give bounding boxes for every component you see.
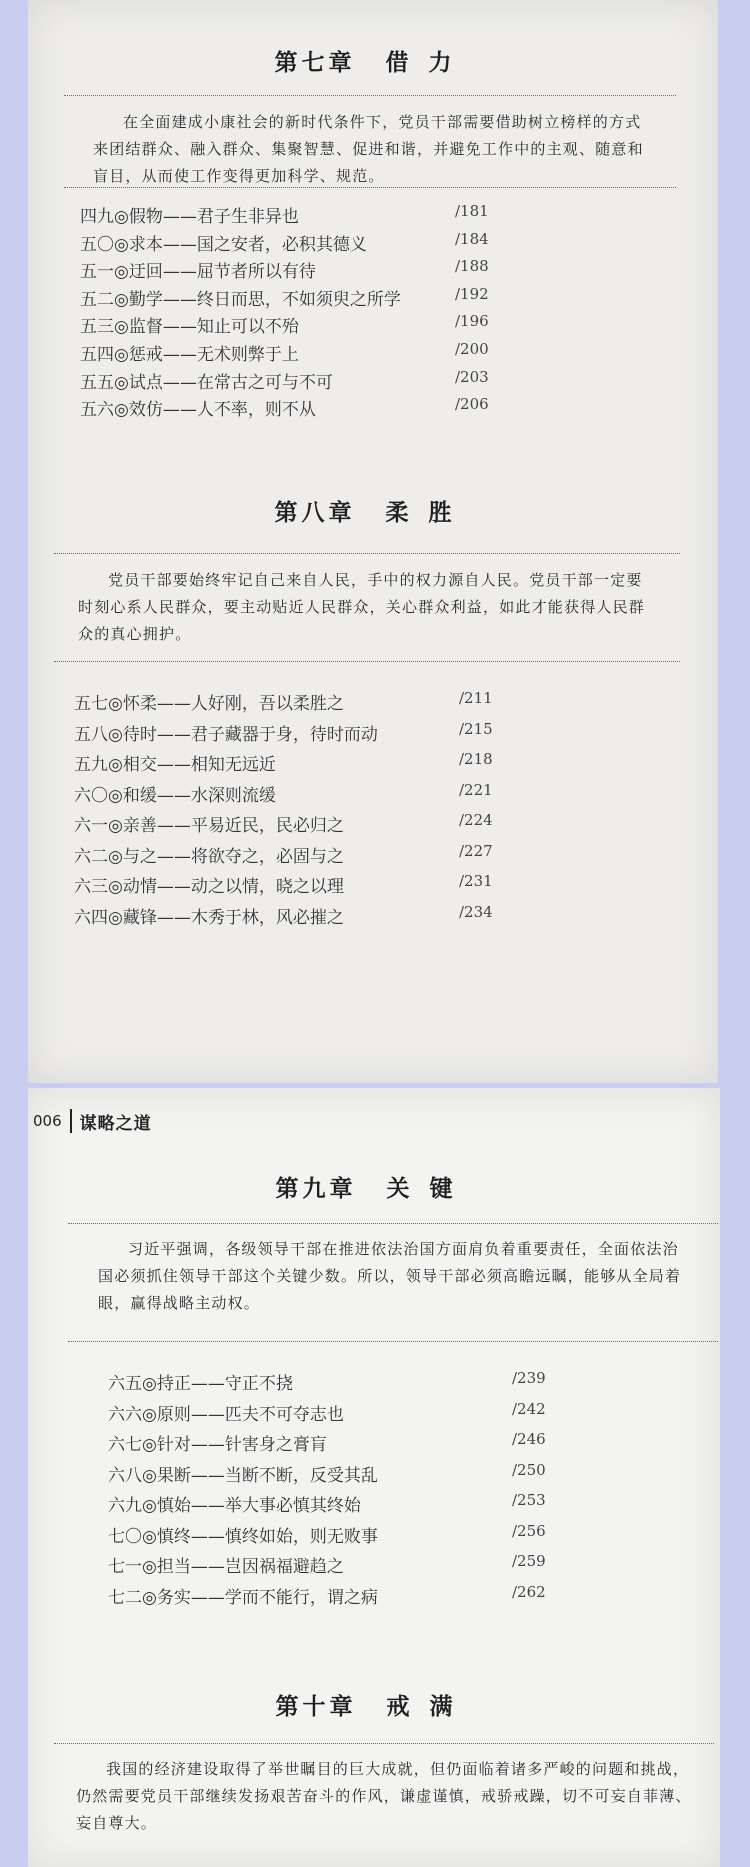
toc-entry-page: /221 (459, 780, 493, 799)
toc-entry-page: /253 (512, 1491, 546, 1509)
toc-entry-text: 六六◎原则——匹夫不可夺志也 (108, 1404, 344, 1425)
toc-entry[interactable] (80, 312, 560, 340)
toc-entry-page: /188 (455, 257, 489, 276)
toc-entry[interactable] (80, 368, 560, 396)
toc-entry[interactable] (108, 1400, 588, 1431)
chapter-9-number: 第九章 (275, 1175, 357, 1202)
chapter-9-title (28, 1170, 720, 1203)
toc-entry[interactable] (74, 872, 574, 903)
chapter-8-name: 柔胜 (385, 499, 472, 526)
toc-entry[interactable] (80, 257, 560, 285)
toc-entry[interactable] (108, 1461, 588, 1492)
toc-entry-text: 五四◎惩戒——无术则弊于上 (80, 344, 299, 365)
toc-entry-page: /231 (459, 872, 493, 890)
toc-entry-page: /256 (512, 1521, 546, 1540)
toc-entry-text: 七一◎担当——岂因祸福避趋之 (108, 1557, 344, 1577)
toc-entry[interactable] (108, 1583, 588, 1614)
toc-entry[interactable] (108, 1552, 588, 1583)
toc-entry-page: /206 (455, 395, 489, 414)
book-page-top (28, 0, 718, 1083)
header-divider (70, 1109, 72, 1133)
divider-rule (68, 1341, 718, 1342)
toc-entry-page: /211 (459, 689, 493, 707)
toc-entry-page: /181 (455, 202, 489, 220)
toc-entry[interactable] (80, 230, 560, 258)
chapter-7-number: 第七章 (274, 49, 356, 76)
toc-entry-page: /227 (459, 841, 493, 860)
chapter-8-toc (74, 689, 574, 933)
toc-entry[interactable] (74, 781, 574, 812)
chapter-10-intro: 我国的经济建设取得了举世瞩目的巨大成就，但仍面临着诸多严峻的问题和挑战，仍然需要党员干部继续发扬艰苦奋斗的作风，谦虚谨慎，戒骄戒躁，切不可妄自菲薄、妄自尊大。 (76, 1760, 692, 1832)
toc-entry[interactable] (74, 842, 574, 873)
book-title: 谋略之道 (79, 1113, 152, 1134)
toc-entry[interactable] (108, 1491, 588, 1522)
toc-entry-text: 五六◎效仿——人不率，则不从 (80, 400, 316, 421)
toc-entry[interactable] (80, 340, 560, 368)
chapter-10-number: 第十章 (275, 1693, 357, 1720)
chapter-10-title (28, 1688, 720, 1721)
toc-entry-page: /242 (512, 1399, 546, 1418)
toc-entry-page: /200 (455, 339, 489, 358)
toc-entry-page: /203 (455, 367, 489, 386)
toc-entry[interactable] (74, 720, 574, 751)
toc-entry[interactable] (74, 750, 574, 781)
chapter-8-intro: 党员干部要始终牢记自己来自人民，手中的权力源自人民。党员干部一定要时刻心系人民群众，要主动贴近人民群众，关心群众利益，如此才能获得人民群众的真心拥护。 (78, 571, 646, 643)
toc-entry-text: 五七◎怀柔——人好刚，吾以柔胜之 (74, 694, 344, 714)
toc-entry[interactable] (74, 903, 574, 934)
toc-entry-page: /215 (459, 719, 493, 738)
toc-entry-text: 四九◎假物——君子生非异也 (80, 207, 299, 227)
toc-entry-text: 六一◎亲善——平易近民，民必归之 (74, 816, 344, 836)
divider-rule (64, 95, 676, 96)
toc-entry-page: /184 (455, 229, 489, 248)
toc-entry-text: 六七◎针对——针害身之膏肓 (108, 1435, 327, 1455)
toc-entry-page: /259 (512, 1552, 546, 1570)
chapter-9-toc (108, 1369, 588, 1613)
toc-entry-page: /234 (459, 902, 493, 921)
page-number: 006 (33, 1112, 62, 1130)
toc-entry-page: /250 (512, 1460, 546, 1479)
toc-entry-text: 五〇◎求本——国之安者，必积其德义 (80, 234, 367, 255)
toc-entry[interactable] (80, 395, 560, 423)
chapter-7-intro: 在全面建成小康社会的新时代条件下，党员干部需要借助树立榜样的方式来团结群众、融入群众、集聚智慧、促进和谐，并避免工作中的主观、随意和盲目，从而使工作变得更加科学、规范。 (93, 113, 644, 185)
toc-entry-text: 六五◎持正——守正不挠 (108, 1374, 293, 1394)
chapter-8-number: 第八章 (274, 499, 356, 526)
toc-entry-text: 七〇◎慎终——慎终如始，则无败事 (108, 1526, 378, 1547)
toc-entry-page: /239 (512, 1369, 546, 1387)
toc-entry-page: /224 (459, 811, 493, 829)
toc-entry-text: 五九◎相交——相知无远近 (74, 755, 276, 775)
toc-entry-text: 七二◎务实——学而不能行，谓之病 (108, 1587, 378, 1608)
toc-entry-page: /192 (455, 284, 489, 303)
toc-entry[interactable] (108, 1369, 588, 1400)
chapter-10-name: 戒满 (386, 1693, 473, 1720)
toc-entry-text: 六九◎慎始——举大事必慎其终始 (108, 1496, 361, 1516)
toc-entry[interactable] (108, 1430, 588, 1461)
chapter-7-title (28, 44, 718, 77)
toc-entry-page: /262 (512, 1582, 546, 1601)
toc-entry-text: 六三◎动情——动之以情，晓之以理 (74, 877, 344, 897)
toc-entry-page: /246 (512, 1430, 546, 1448)
toc-entry-page: /218 (459, 750, 493, 768)
toc-entry[interactable] (80, 202, 560, 230)
toc-entry-text: 六四◎藏锋——木秀于林，风必摧之 (74, 907, 344, 928)
running-head (33, 1108, 152, 1134)
divider-rule (54, 553, 680, 554)
chapter-9-intro: 习近平强调，各级领导干部在推进依法治国方面肩负着重要责任，全面依法治国必须抓住领导干部这个关键少数。所以，领导干部必须高瞻远瞩，能够从全局着眼，赢得战略主动权。 (98, 1240, 682, 1312)
toc-entry-page: /196 (455, 312, 489, 331)
toc-entry-text: 六二◎与之——将欲夺之，必固与之 (74, 846, 344, 867)
chapter-8-title (28, 494, 718, 527)
divider-rule (54, 661, 680, 662)
toc-entry-text: 五八◎待时——君子藏器于身，待时而动 (74, 724, 378, 745)
toc-entry-text: 六〇◎和缓——水深则流缓 (74, 785, 276, 806)
toc-entry-text: 五一◎迂回——屈节者所以有待 (80, 262, 316, 283)
divider-rule (64, 187, 676, 188)
toc-entry[interactable] (108, 1522, 588, 1553)
chapter-7-name: 借力 (385, 49, 472, 76)
chapter-9-name: 关键 (386, 1175, 473, 1202)
toc-entry-text: 五二◎勤学——终日而思，不如须臾之所学 (80, 289, 401, 310)
divider-rule (68, 1223, 718, 1224)
book-page-bottom (28, 1088, 720, 1867)
divider-rule (54, 1743, 714, 1744)
chapter-7-toc (80, 202, 560, 423)
toc-entry[interactable] (74, 689, 574, 720)
toc-entry[interactable] (74, 811, 574, 842)
toc-entry[interactable] (80, 285, 560, 313)
toc-entry-text: 五五◎试点——在常古之可与不可 (80, 372, 333, 393)
toc-entry-text: 六八◎果断——当断不断，反受其乱 (108, 1465, 378, 1486)
toc-entry-text: 五三◎监督——知止可以不殆 (80, 317, 299, 338)
